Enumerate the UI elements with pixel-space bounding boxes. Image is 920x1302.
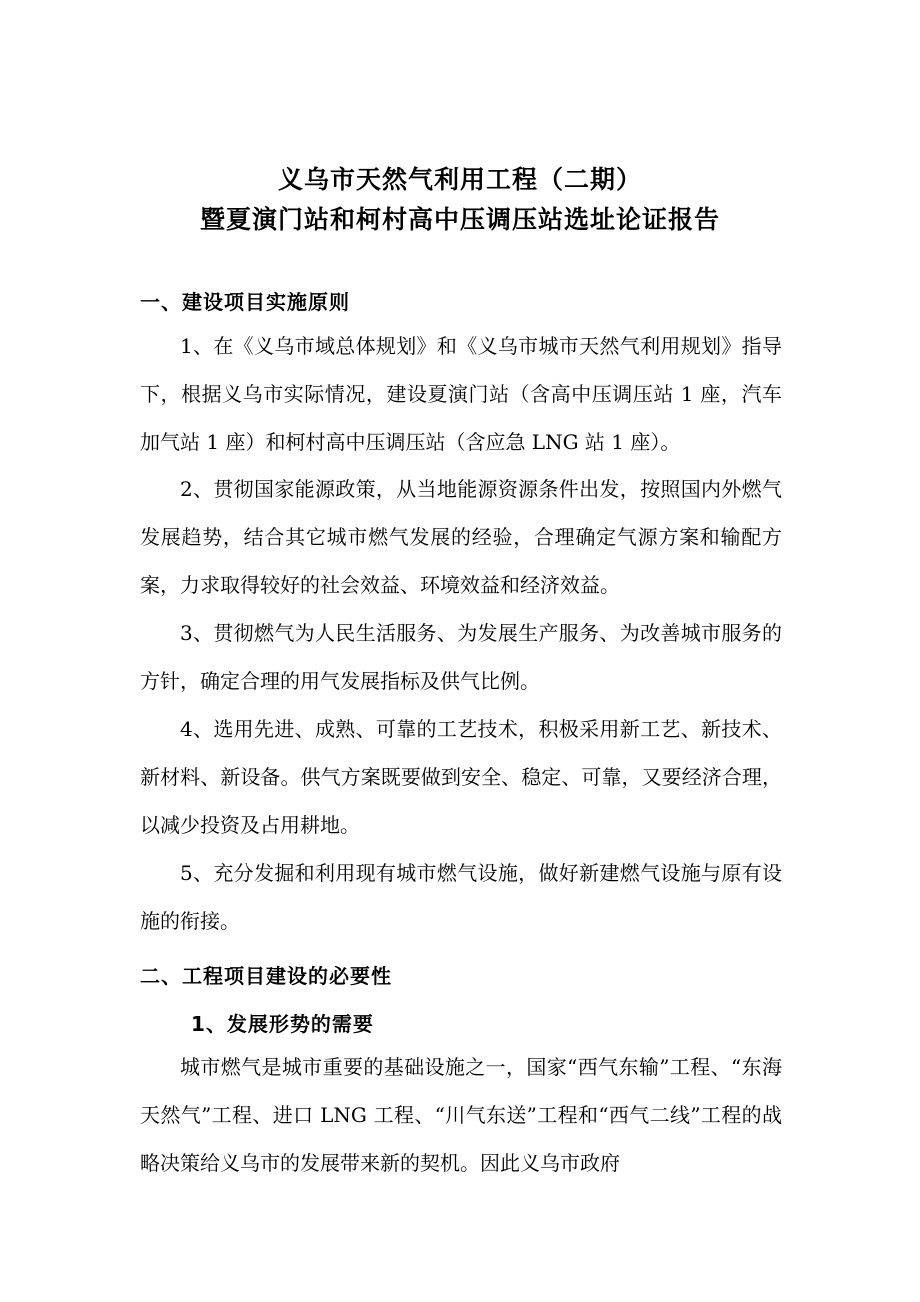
section-1-heading: 一、建设项目实施原则 [140,290,350,314]
document-title-line-2: 暨夏演门站和柯村高中压调压站选址论证报告 [199,205,720,234]
paragraph-6: 城市燃气是城市重要的基础设施之一，国家“西气东输”工程、“东海天然气”工程、进口 LNG 工程、“川气东送”工程和“西气二线”工程的战略决策给义乌市的发展带来新的契机。因此义乌市政府 [140,1055,782,1175]
paragraph-4: 4、选用先进、成熟、可靠的工艺技术，积极采用新工艺、新技术、新材料、新设备。供气方案既要做到安全、稳定、可靠，又要经济合理，以减少投资及占用耕地。 [140,717,782,837]
paragraph-5: 5、充分发掘和利用现有城市燃气设施，做好新建燃气设施与原有设施的衔接。 [140,861,782,933]
section-2-subheading: 1、发展形势的需要 [191,1012,374,1036]
paragraph-1: 1、在《义乌市域总体规划》和《义乌市城市天然气利用规划》指导下，根据义乌市实际情况，建设夏演门站（含高中压调压站 1 座，汽车加气站 1 座）和柯村高中压调压站（含应急 LNG 站 1 座）。 [140,334,782,454]
paragraph-2: 2、贯彻国家能源政策，从当地能源资源条件出发，按照国内外燃气发展趋势，结合其它城市燃气发展的经验，合理确定气源方案和输配方案，力求取得较好的社会效益、环境效益和经济效益。 [140,477,782,597]
section-2-heading: 二、工程项目建设的必要性 [140,964,392,988]
document-title-line-1: 义乌市天然气利用工程（二期） [277,165,642,194]
paragraph-3: 3、贯彻燃气为人民生活服务、为发展生产服务、为改善城市服务的方针，确定合理的用气发展指标及供气比例。 [140,621,782,693]
